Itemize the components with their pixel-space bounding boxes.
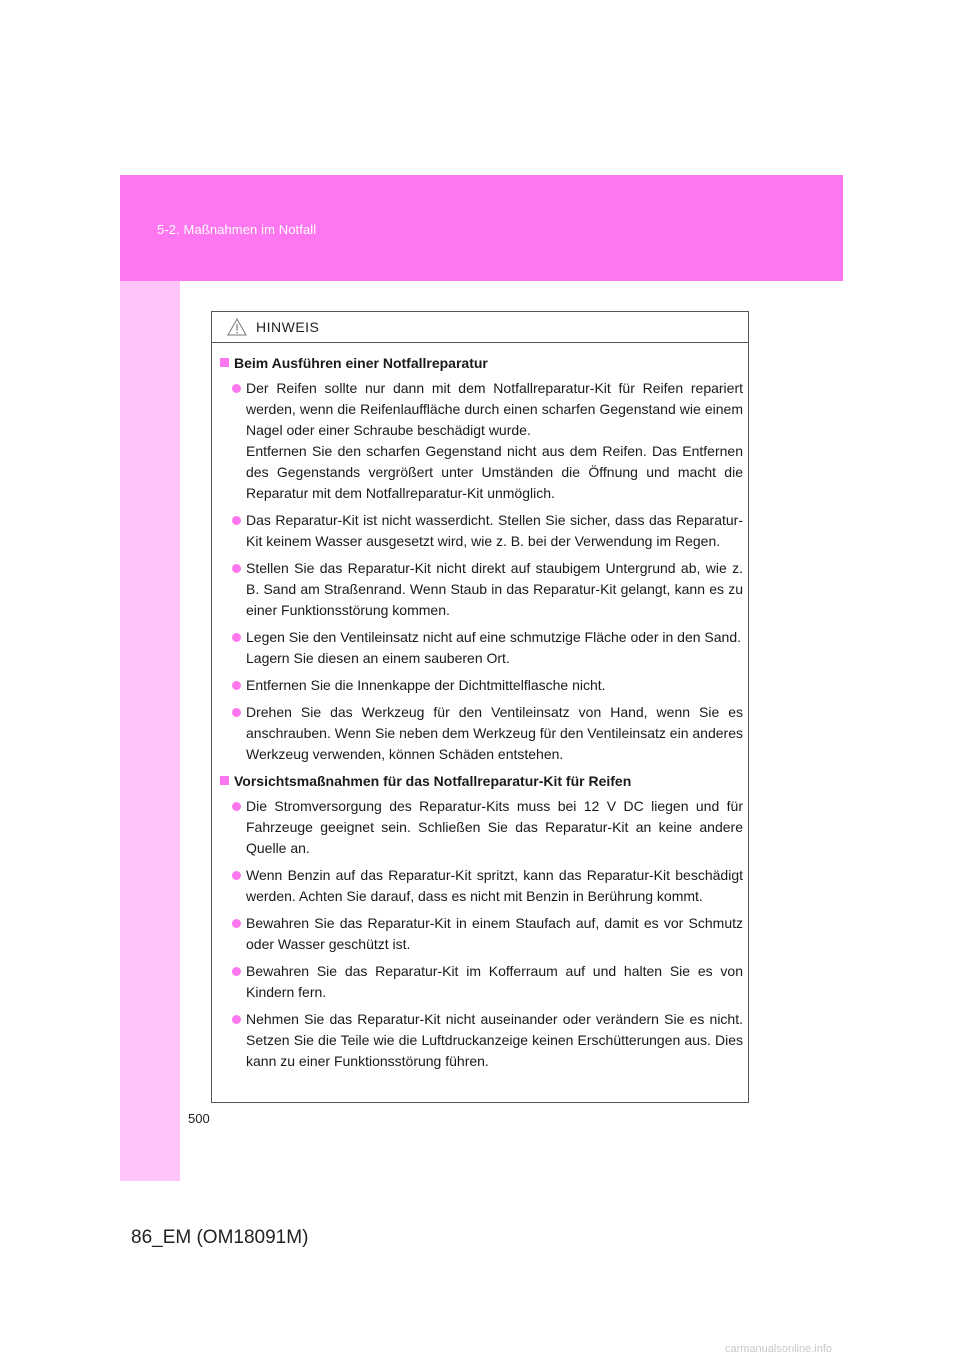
warning-triangle-icon [227, 318, 247, 336]
notice-bullet-text [246, 796, 743, 859]
notice-header [212, 312, 748, 343]
notice-bullet-text [246, 378, 743, 504]
notice-title: HINWEIS [256, 319, 320, 335]
round-bullet-icon [232, 681, 241, 690]
notice-bullet-item [220, 961, 743, 1003]
notice-bullet-paragraph: Das Reparatur-Kit ist nicht wasserdicht. Stellen Sie sicher, dass das Reparatur-Kit keinem Wasser ausgesetzt wird, wie z. B. bei der Verwendung im Regen. [246, 512, 743, 549]
notice-section-heading [220, 771, 743, 791]
notice-body [212, 343, 748, 1072]
notice-bullet-item [220, 865, 743, 907]
notice-bullet-text [246, 1009, 743, 1072]
side-margin-strip [120, 281, 180, 1181]
notice-bullet-paragraph: Entfernen Sie den scharfen Gegenstand nicht aus dem Reifen. Das Entfernen des Gegenstands vergrößert unter Umständen die Öffnung und macht die Reparatur mit dem Notfallreparatur-Kit unmöglich. [246, 443, 743, 501]
round-bullet-icon [232, 564, 241, 573]
notice-bullet-text [246, 675, 743, 696]
notice-section-heading [220, 353, 743, 373]
notice-bullet-text [246, 510, 743, 552]
round-bullet-icon [232, 708, 241, 717]
round-bullet-icon [232, 633, 241, 642]
notice-bullet-item [220, 1009, 743, 1072]
notice-bullet-item [220, 558, 743, 621]
notice-bullet-paragraph: Entfernen Sie die Innenkappe der Dichtmittelflasche nicht. [246, 677, 606, 693]
round-bullet-icon [232, 967, 241, 976]
section-title: 5-2. Maßnahmen im Notfall [157, 222, 317, 237]
notice-bullet-item [220, 702, 743, 765]
round-bullet-icon [232, 1015, 241, 1024]
watermark-text: carmanualsonline.info [725, 1343, 833, 1355]
notice-bullet-item [220, 913, 743, 955]
chapter-header-band [120, 175, 843, 281]
notice-bullet-paragraph: Der Reifen sollte nur dann mit dem Notfallreparatur-Kit für Reifen repariert werden, wenn die Reifenlauffläche durch einen scharfen Gegenstand wie einem Nagel oder einer Schraube beschädigt wurde. [246, 380, 743, 438]
notice-bullet-text [246, 558, 743, 621]
notice-bullet-paragraph: Stellen Sie das Reparatur-Kit nicht direkt auf staubigem Untergrund ab, wie z. B. Sand am Straßenrand. Wenn Staub in das Reparatur-Kit gelangt, kann es zu einer Funktionsstörung kommen. [246, 560, 743, 618]
notice-bullet-paragraph: Lagern Sie diesen an einem sauberen Ort. [246, 650, 510, 666]
round-bullet-icon [232, 871, 241, 880]
square-bullet-icon [220, 776, 229, 785]
notice-bullet-paragraph: Bewahren Sie das Reparatur-Kit im Kofferraum auf und halten Sie es von Kindern fern. [246, 963, 743, 1000]
notice-bullet-paragraph: Die Stromversorgung des Reparatur-Kits muss bei 12 V DC liegen und für Fahrzeuge geeignet sein. Schließen Sie das Reparatur-Kit an keine andere Quelle an. [246, 798, 743, 856]
notice-bullet-text [246, 627, 743, 669]
square-bullet-icon [220, 358, 229, 367]
notice-bullet-paragraph: Nehmen Sie das Reparatur-Kit nicht auseinander oder verändern Sie es nicht. Setzen Sie die Teile wie die Luftdruckanzeige keinen Erschütterungen aus. Dies kann zu einer Funktionsstörung führen. [246, 1011, 743, 1069]
round-bullet-icon [232, 802, 241, 811]
page-number: 500 [188, 1111, 210, 1126]
notice-bullet-paragraph: Bewahren Sie das Reparatur-Kit in einem Staufach auf, damit es vor Schmutz oder Wasser geschützt ist. [246, 915, 743, 952]
round-bullet-icon [232, 516, 241, 525]
notice-bullet-item [220, 378, 743, 504]
notice-bullet-item [220, 796, 743, 859]
round-bullet-icon [232, 384, 241, 393]
notice-box [211, 311, 749, 1103]
notice-section-heading-text: Vorsichtsmaßnahmen für das Notfallreparatur-Kit für Reifen [234, 773, 632, 789]
round-bullet-icon [232, 919, 241, 928]
notice-section-heading-text: Beim Ausführen einer Notfallreparatur [234, 355, 488, 371]
notice-bullet-paragraph: Legen Sie den Ventileinsatz nicht auf eine schmutzige Fläche oder in den Sand. [246, 629, 741, 645]
notice-bullet-text [246, 961, 743, 1003]
notice-bullet-text [246, 913, 743, 955]
notice-bullet-text [246, 865, 743, 907]
notice-bullet-paragraph: Wenn Benzin auf das Reparatur-Kit spritzt, kann das Reparatur-Kit beschädigt werden. Achten Sie darauf, dass es nicht mit Benzin in Berührung kommt. [246, 867, 743, 904]
notice-bullet-item [220, 510, 743, 552]
notice-bullet-item [220, 627, 743, 669]
document-id: 86_EM (OM18091M) [131, 1227, 309, 1248]
notice-bullet-text [246, 702, 743, 765]
notice-bullet-item [220, 675, 743, 696]
notice-bullet-paragraph: Drehen Sie das Werkzeug für den Ventileinsatz von Hand, wenn Sie es anschrauben. Wenn Sie neben dem Werkzeug für den Ventileinsatz ein anderes Werkzeug verwenden, können Schäden entstehen. [246, 704, 743, 762]
